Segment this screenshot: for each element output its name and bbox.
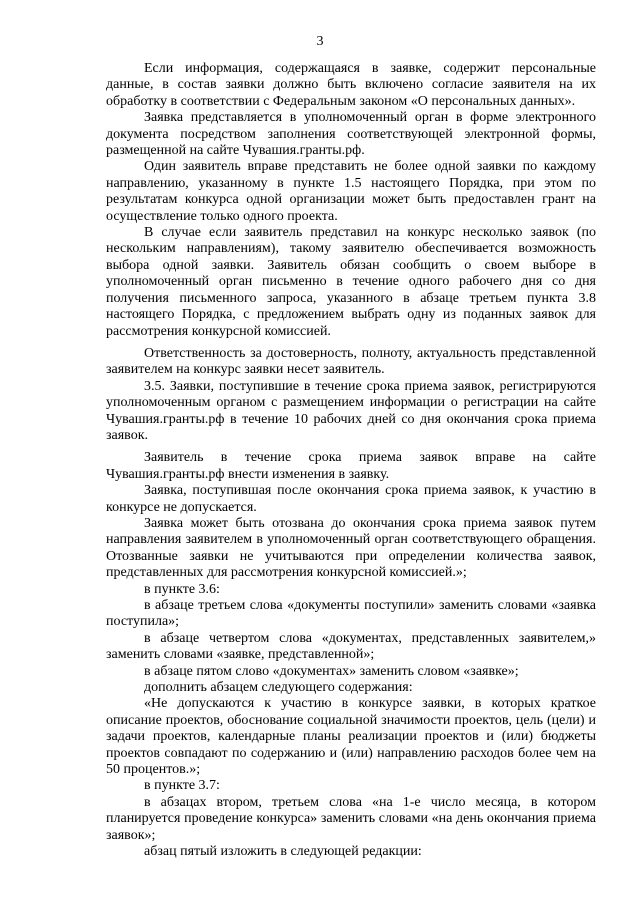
- paragraph: дополнить абзацем следующего содержания:: [144, 680, 413, 696]
- paragraph: Один заявитель вправе представить не более одной заявки по каждому направлению, указанному в пункте 1.5 настоящего Порядка, при этом по результатам конкурса одной организации может быть предоставлен грант на осуществление только одного проекта.: [106, 159, 596, 224]
- paragraph: Заявка может быть отозвана до окончания срока приема заявок путем направления заявителем в уполномоченный орган соответствующего обращения. Отозванные заявки не учитываются при определении количества заявок, представленных для рассмотрения конкурсной комиссией.»;: [106, 515, 596, 581]
- paragraph: «Не допускаются к участию в конкурсе заявки, в которых краткое описание проектов, обоснование социальной значимости проектов, цель (цели) и задачи проектов, календарные планы реализации проектов и (или) бюджеты проектов совпадают по содержанию и (или) направлению расходов более чем на 50 процентов.»;: [106, 696, 596, 778]
- paragraph: 3.5. Заявки, поступившие в течение срока приема заявок, регистрируются уполномоченным органом с размещением информации о регистрации на сайте Чувашия.гранты.рф в течение 10 рабочих дней со дня окончания срока приема заявок.: [106, 378, 596, 443]
- paragraph: в абзаце пятом слово «документах» заменить словом «заявке»;: [144, 663, 519, 679]
- paragraph: в абзаце третьем слова «документы поступили» заменить словами «заявка поступила»;: [106, 598, 596, 630]
- paragraph: Заявка представляется в уполномоченный орган в форме электронного документа посредством заполнения соответствующей электронной формы, размещенной на сайте Чувашия.гранты.рф.: [106, 110, 596, 159]
- paragraph: Заявитель в течение срока приема заявок вправе на сайте Чувашия.гранты.рф внести изменения в заявку.: [106, 450, 596, 482]
- paragraph: в пункте 3.6:: [144, 581, 220, 597]
- paragraph: в абзаце четвертом слова «документах, представленных заявителем,» заменить словами «заявке, представленной»;: [106, 630, 596, 663]
- paragraph: Заявка, поступившая после окончания срока приема заявок, к участию в конкурсе не допускается.: [106, 483, 596, 515]
- paragraph: в абзацах втором, третьем слова «на 1-е число месяца, в котором планируется проведение конкурса» заменить словами «на день окончания приема заявок»;: [106, 794, 596, 843]
- page-number: 3: [316, 34, 324, 49]
- paragraph: в пункте 3.7:: [144, 778, 220, 794]
- paragraph: Ответственность за достоверность, полноту, актуальность представленной заявителем на конкурс заявки несет заявитель.: [106, 345, 596, 378]
- paragraph: В случае если заявитель представил на конкурс несколько заявок (по нескольким направлениям), такому заявителю обеспечивается возможность выбора одной заявки. Заявитель обязан сообщить о своем выборе в уполномоченный орган письменно в течение одного рабочего дня со дня получения письменного запроса, указанного в абзаце третьем пункта 3.8 настоящего Порядка, с предложением выбрать одну из поданных заявок для рассмотрения конкурсной комиссией.: [106, 225, 596, 339]
- document-body: [106, 61, 596, 861]
- paragraph: Если информация, содержащаяся в заявке, содержит персональные данные, в состав заявки должно быть включено согласие заявителя на их обработку в соответствии с Федеральным законом «О персональных данных».: [106, 61, 596, 109]
- paragraph: абзац пятый изложить в следующей редакции:: [144, 844, 422, 860]
